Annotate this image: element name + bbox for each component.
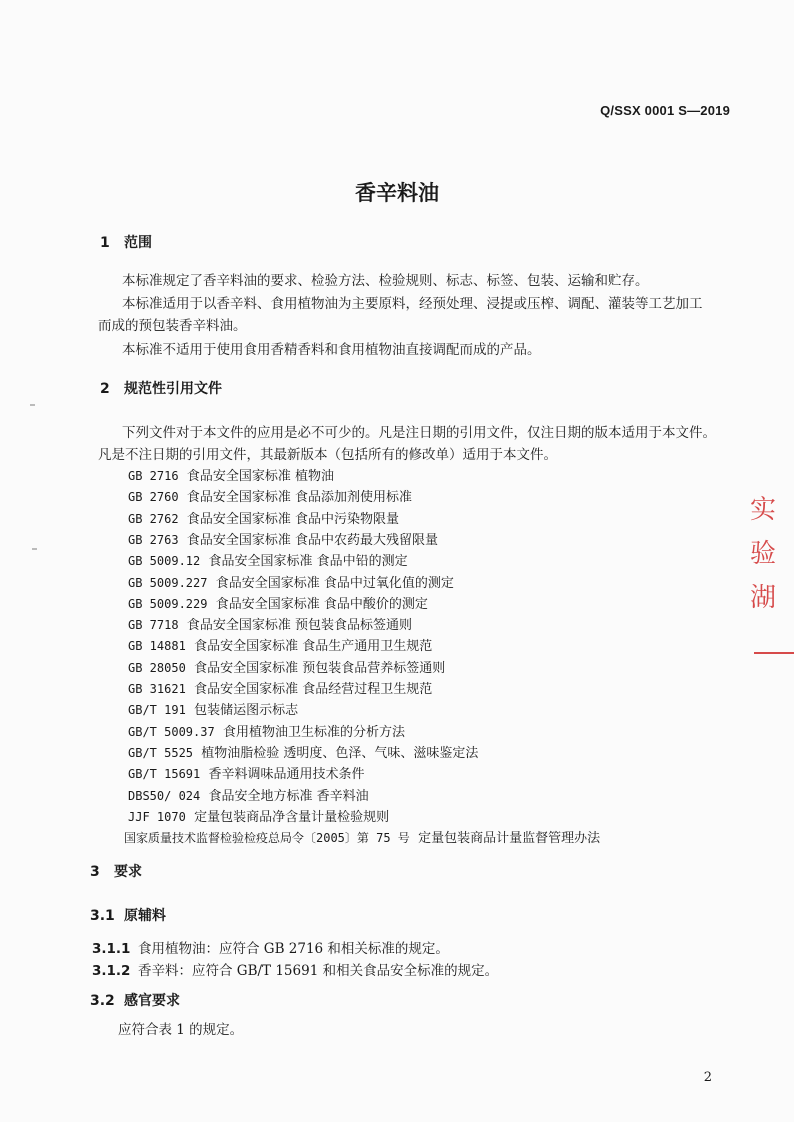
clause-text: 香辛料：应符合 GB/T 15691 和相关食品安全标准的规定。 (138, 963, 499, 979)
spacer (200, 554, 208, 569)
paragraph-line: 应符合表 1 的规定。 (118, 1022, 244, 1038)
subsection-number: 3.2 (90, 993, 115, 1009)
reference-item (128, 465, 334, 484)
clause-text: 食用植物油：应符合 GB 2716 和相关标准的规定。 (138, 941, 449, 957)
section-title: 范围 (124, 235, 152, 251)
reference-title: 香辛料调味品通用技术条件 (208, 767, 365, 783)
subsection-3-1-heading (90, 905, 166, 925)
spacer (186, 639, 194, 654)
reference-item (128, 529, 438, 548)
scan-mark (30, 404, 35, 406)
clause-number: 3.1.2 (92, 963, 131, 979)
spacer (207, 576, 215, 591)
reference-item (128, 486, 412, 505)
reference-title: 食品安全国家标准 食品中酸价的测定 (215, 596, 428, 612)
reference-code: GB 5009.227 (128, 575, 208, 590)
spacer (200, 767, 208, 782)
reference-title: 食品安全国家标准 预包装食品标签通则 (186, 618, 412, 634)
reference-code: GB 5009.12 (128, 554, 201, 569)
reference-item (128, 721, 405, 740)
section-2-heading (100, 378, 222, 398)
reference-item (128, 806, 389, 825)
spacer (186, 810, 194, 825)
clause-3-1-1 (92, 937, 449, 957)
spacer (186, 682, 194, 697)
section-title: 规范性引用文件 (124, 381, 222, 397)
paragraph-line: 下列文件对于本文件的应用是必不可少的。凡是注日期的引用文件，仅注日期的版本适用于本文件。 (122, 425, 716, 441)
reference-title: 食品安全国家标准 预包装食品营养标签通则 (194, 660, 446, 676)
reference-title: 食品安全国家标准 食品中农药最大残留限量 (186, 532, 438, 548)
reference-title: 食品安全地方标准 香辛料油 (208, 788, 369, 804)
section-3-heading (90, 861, 142, 881)
subsection-title: 原辅料 (124, 908, 166, 924)
reference-item (128, 763, 365, 782)
reference-code: GB 14881 (128, 639, 186, 654)
spacer (200, 789, 208, 804)
reference-code: 国家质量技术监督检验检疫总局令〔2005〕第 75 号 (124, 831, 410, 846)
reference-code: GB 28050 (128, 660, 186, 675)
section-1-heading (100, 232, 152, 252)
reference-code: JJF 1070 (128, 809, 186, 824)
spacer (186, 661, 194, 676)
clause-3-1-2 (92, 959, 498, 979)
reference-title: 植物油脂检验 透明度、色泽、气味、滋味鉴定法 (201, 745, 479, 761)
paragraph-line: 本标准适用于以香辛料、食用植物油为主要原料，经预处理、浸提或压榨、调配、灌装等工艺加工 (122, 296, 703, 312)
reference-title: 食品安全国家标准 食品中污染物限量 (186, 511, 399, 527)
reference-code: GB 5009.229 (128, 596, 208, 611)
reference-code: GB 2716 (128, 469, 179, 483)
reference-code: GB/T 191 (128, 703, 186, 718)
reference-item (128, 614, 412, 633)
reference-code: GB 2762 (128, 511, 179, 526)
reference-code: GB/T 15691 (128, 767, 201, 782)
spacer (179, 512, 187, 527)
document-title: 香辛料油 (355, 181, 439, 205)
spacer (179, 533, 187, 548)
reference-item (128, 657, 445, 676)
reference-title: 食用植物油卫生标准的分析方法 (222, 724, 405, 740)
seal-char: 实 (750, 495, 777, 525)
reference-item (128, 572, 454, 591)
section-number: 3 (90, 864, 100, 880)
page-number: 2 (703, 1070, 712, 1085)
spacer (215, 725, 223, 740)
seal-stroke (754, 652, 794, 654)
subsection-title: 感官要求 (124, 993, 180, 1009)
reference-title: 食品安全国家标准 食品经营过程卫生规范 (194, 682, 433, 697)
spacer (410, 831, 418, 846)
subsection-3-2-heading (90, 990, 180, 1010)
seal-char: 验 (750, 539, 777, 569)
reference-code: GB 2763 (128, 532, 179, 547)
reference-item (128, 678, 432, 697)
paragraph-line: 凡是不注日期的引用文件，其最新版本（包括所有的修改单）适用于本文件。 (98, 447, 557, 463)
reference-item (124, 827, 600, 846)
spacer (179, 618, 187, 633)
reference-item (128, 508, 399, 527)
clause-number: 3.1.1 (92, 941, 131, 957)
reference-title: 食品安全国家标准 食品中铅的测定 (208, 554, 408, 570)
spacer (207, 597, 215, 612)
reference-code: GB 7718 (128, 618, 179, 633)
reference-title: 定量包装商品计量监督管理办法 (418, 831, 601, 847)
reference-code: GB 2760 (128, 490, 179, 505)
reference-item (128, 635, 432, 654)
paragraph-line: 而成的预包装香辛料油。 (98, 318, 247, 334)
reference-code: GB 31621 (128, 682, 186, 696)
reference-code: GB/T 5009.37 (128, 724, 215, 739)
section-number: 1 (100, 235, 110, 251)
paragraph-line: 本标准不适用于使用食用香精香料和食用植物油直接调配而成的产品。 (122, 342, 541, 358)
document-code: Q/SSX 0001 S—2019 (600, 103, 730, 118)
scan-mark (32, 548, 37, 550)
seal-char: 湖 (750, 583, 777, 613)
reference-code: GB/T 5525 (128, 745, 194, 760)
reference-title: 食品安全国家标准 食品添加剂使用标准 (186, 490, 412, 506)
section-number: 2 (100, 381, 110, 397)
spacer (179, 490, 187, 505)
reference-title: 定量包装商品净含量计量检验规则 (194, 809, 390, 825)
reference-item (128, 699, 298, 718)
reference-title: 包装储运图示标志 (194, 703, 299, 719)
seal-stamp (750, 488, 794, 658)
spacer (186, 703, 194, 718)
reference-item (128, 550, 408, 569)
paragraph-line: 本标准规定了香辛料油的要求、检验方法、检验规则、标志、标签、包装、运输和贮存。 (122, 273, 649, 289)
reference-title: 食品安全国家标准 食品中过氧化值的测定 (215, 575, 454, 591)
reference-item (128, 593, 428, 612)
reference-code: DBS50/ 024 (128, 788, 201, 803)
reference-item (128, 742, 478, 761)
reference-item (128, 785, 369, 804)
spacer (179, 469, 187, 484)
reference-title: 食品安全国家标准 食品生产通用卫生规范 (194, 639, 433, 655)
reference-title: 食品安全国家标准 植物油 (186, 469, 334, 484)
section-title: 要求 (114, 864, 142, 880)
subsection-number: 3.1 (90, 908, 115, 924)
